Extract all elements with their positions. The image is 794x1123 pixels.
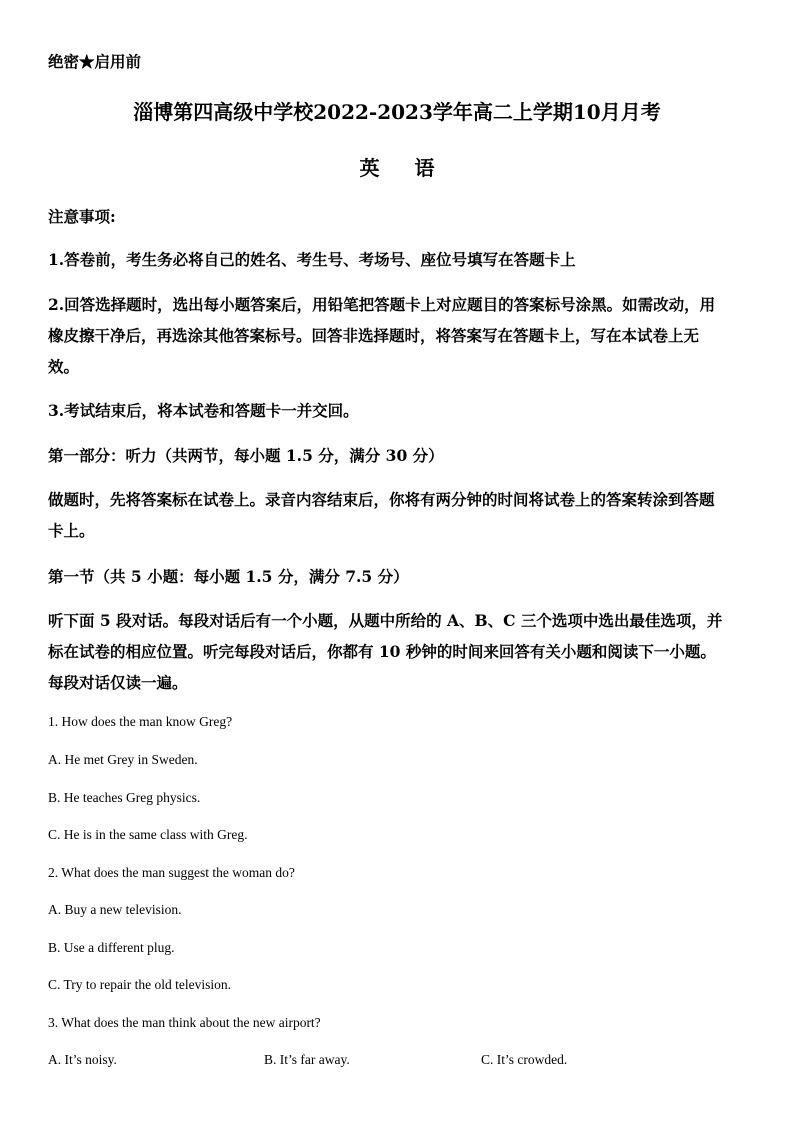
question-3-option-c: C. It’s crowded.	[481, 1052, 568, 1067]
section1-instruction-line-2: 标在试卷的相应位置。听完每段对话后，你都有 10 秒钟的时间来回答有关小题和阅读下一小题。	[48, 642, 716, 661]
section1-instruction-line-1: 听下面 5 段对话。每段对话后有一个小题，从题中所给的 A、B、C 三个选项中选出最佳选项，并	[48, 611, 723, 630]
notice-item-1: 1.答卷前，考生务必将自己的姓名、考生号、考场号、座位号填写在答题卡上	[48, 250, 576, 269]
question-1-stem: 1. How does the man know Greg?	[48, 714, 233, 729]
section1-instruction-line-3: 每段对话仅读一遍。	[48, 673, 188, 692]
section1-heading: 第一节（共 5 小题：每小题 1.5 分，满分 7.5 分）	[48, 567, 409, 586]
exam-title: 淄博第四高级中学校2022-2023学年高二上学期10月月考	[133, 100, 661, 124]
question-1-option-c: C. He is in the same class with Greg.	[48, 827, 248, 842]
subject-title: 英 语	[359, 156, 449, 180]
question-2-option-b: B. Use a different plug.	[48, 940, 175, 955]
part1-heading: 第一部分：听力（共两节，每小题 1.5 分，满分 30 分）	[48, 446, 444, 465]
notice-item-2-line-3: 效。	[48, 357, 80, 376]
question-3-stem: 3. What does the man think about the new airport?	[48, 1015, 321, 1030]
notice-item-2-line-1: 2.回答选择题时，选出每小题答案后，用铅笔把答题卡上对应题目的答案标号涂黑。如需改动，用	[48, 295, 716, 314]
question-2-stem: 2. What does the man suggest the woman do?	[48, 865, 295, 880]
question-2-option-a: A. Buy a new television.	[48, 902, 182, 917]
notice-heading: 注意事项:	[48, 207, 116, 226]
part1-instruction-line-2: 卡上。	[48, 521, 95, 540]
secret-mark: 绝密★启用前	[48, 52, 142, 71]
question-1-option-b: B. He teaches Greg physics.	[48, 790, 201, 805]
question-2-option-c: C. Try to repair the old television.	[48, 977, 231, 992]
question-3-option-b: B. It’s far away.	[264, 1052, 350, 1067]
notice-item-3: 3.考试结束后，将本试卷和答题卡一并交回。	[48, 401, 359, 420]
question-1-option-a: A. He met Grey in Sweden.	[48, 752, 198, 767]
notice-item-2-line-2: 橡皮擦干净后，再选涂其他答案标号。回答非选择题时，将答案写在答题卡上，写在本试卷上无	[48, 326, 700, 345]
question-3-option-a: A. It’s noisy.	[48, 1052, 117, 1067]
part1-instruction-line-1: 做题时，先将答案标在试卷上。录音内容结束后，你将有两分钟的时间将试卷上的答案转涂到答题	[48, 490, 715, 509]
